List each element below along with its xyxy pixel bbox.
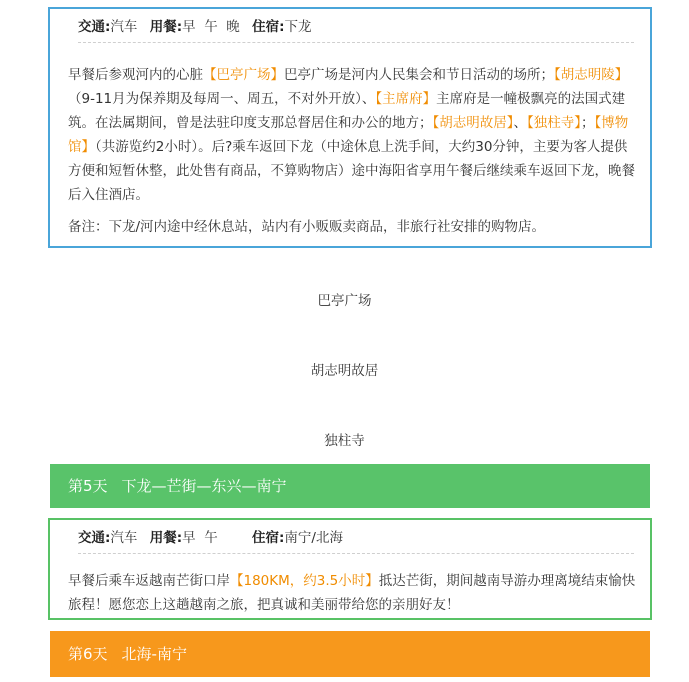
caption-one-pillar-pagoda: 独柱寺 <box>324 433 365 449</box>
caption-ba-dinh-square: 巴亭广场 <box>317 293 372 309</box>
day5-header-bar[interactable] <box>50 464 650 508</box>
highlight-ba-dinh-square: 【巴亭广场】 <box>203 67 284 83</box>
stay-label: 住宿: <box>252 530 285 546</box>
day5-route: 下龙—芒街—东兴—南宁 <box>121 477 287 495</box>
day4-note: 备注：下龙/河内途中经休息站，站内有小贩贩卖商品，非旅行社安排的购物店。 <box>68 219 546 235</box>
day4-itinerary-paragraph <box>68 63 636 207</box>
text-segment: 早餐后乘车返越南芒街口岸 <box>68 573 230 589</box>
highlight-museum: 【博物馆】 <box>68 115 629 155</box>
day4-meta-row <box>78 11 634 43</box>
day5-itinerary-paragraph <box>68 569 636 617</box>
highlight-ho-chi-minh-residence: 【胡志明故居】 <box>432 115 514 131</box>
day5-description <box>68 569 636 617</box>
caption-ho-chi-minh-residence: 胡志明故居 <box>310 363 379 379</box>
text-segment: （9-11月为保养期及每周一、周五，不对外开放）、 <box>68 91 376 107</box>
transport-label: 交通: <box>78 19 111 35</box>
text-segment: （共游览约2小时）。后?乘车返回下龙（中途休息上洗手间，大约30分钟，主要为客人提供方便和短暂休整，此处售有商品，不算购物店）途中海阳省享用午餐后继续乘车返回下龙，晚餐后入住酒店。 <box>68 139 635 203</box>
text-segment: 、 <box>513 115 527 131</box>
day5-meta-row <box>78 522 634 554</box>
meals-label: 用餐: <box>149 19 183 35</box>
day4-description <box>68 63 636 239</box>
text-segment: 抵达芒街，期间越南导游办理离境结束愉快旅程！愿您恋上这趟越南之旅，把真诚和美丽带给您的亲朋好友！ <box>68 573 636 613</box>
text-segment: 主席府是一幢极飘亮的法国式建筑。在法属期间，曾是法驻印度支那总督居住和办公的地方； <box>68 91 626 131</box>
highlight-one-pillar-pagoda: 【独柱寺】 <box>527 115 581 131</box>
day5-label: 第5天 <box>68 477 108 495</box>
meals-label: 用餐: <box>149 530 183 546</box>
transport-value: 汽车 <box>110 530 138 546</box>
transport-label: 交通: <box>78 530 111 546</box>
stay-value: 南宁/北海 <box>284 530 343 546</box>
text-segment: 早餐后参观河内的心脏 <box>68 67 203 83</box>
day6-route: 北海-南宁 <box>121 645 187 663</box>
highlight-ho-chi-minh-mausoleum: 【胡志明陵】 <box>554 67 629 83</box>
highlight-distance-time: 【180KM，约3.5小时】 <box>230 573 379 589</box>
day6-label: 第6天 <box>68 645 108 663</box>
text-segment: 巴亭广场是河内人民集会和节日活动的场所； <box>284 67 554 83</box>
meals-value: 早 午 <box>182 530 218 546</box>
highlight-presidential-palace: 【主席府】 <box>375 91 437 107</box>
day6-header-bar[interactable] <box>50 631 650 677</box>
stay-value: 下龙 <box>284 19 312 35</box>
text-segment: ； <box>581 115 595 131</box>
day5-detail-box <box>48 518 652 620</box>
stay-label: 住宿: <box>252 19 285 35</box>
transport-value: 汽车 <box>110 19 138 35</box>
meals-value: 早 午 晚 <box>182 19 240 35</box>
day4-detail-box <box>48 7 652 248</box>
